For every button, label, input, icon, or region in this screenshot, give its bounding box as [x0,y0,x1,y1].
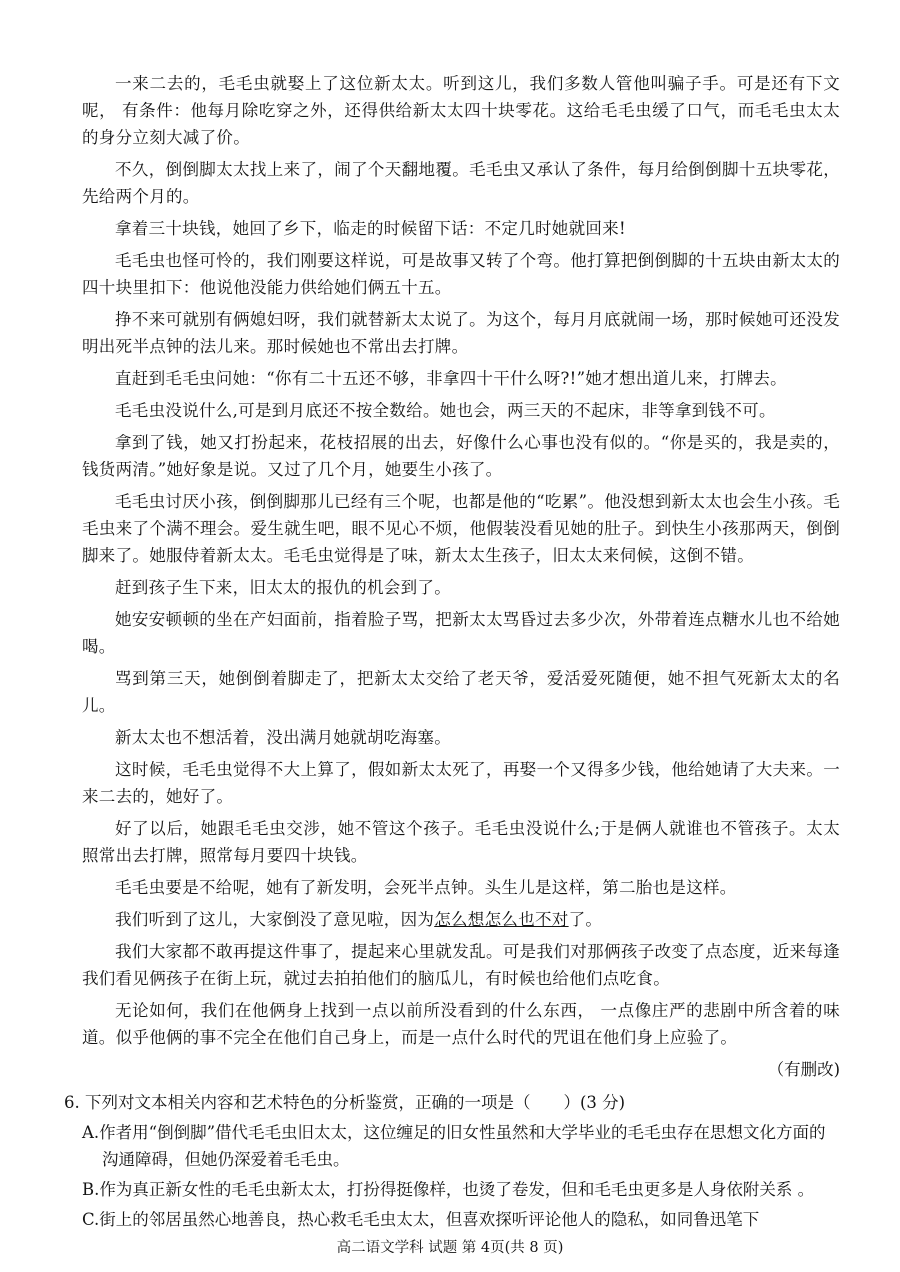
passage-paragraph: 这时候，毛毛虫觉得不大上算了，假如新太太死了，再娶一个又得多少钱，他给她请了大夫来。一来二去的，她好了。 [82,760,840,806]
passage-paragraph: 无论如何，我们在他俩身上找到一点以前所没看到的什么东西， 一点像庄严的悲剧中所含着的味道。似乎他俩的事不完全在他们自己身上，而是一点什么时代的咒诅在他们身上应验了。 [82,1001,840,1047]
passage-paragraph: 她安安顿顿的坐在产妇面前，指着脸子骂，把新太太骂昏过去多少次，外带着连点糖水儿也不给她喝。 [82,610,840,656]
passage-paragraph: 拿着三十块钱，她回了乡下，临走的时候留下话：不定几时她就回来! [115,219,626,238]
passage-paragraph: 不久，倒倒脚太太找上来了，闹了个天翻地覆。毛毛虫又承认了条件，每月给倒倒脚十五块零花，先给两个月的。 [82,160,840,206]
passage-paragraph: 挣不来可就别有俩媳妇呀，我们就替新太太说了。为这个，每月月底就闹一场，那时候她可还没发明出死半点钟的法儿来。那时候她也不常出去打牌。 [82,310,840,356]
question-stem: 6. 下列对文本相关内容和艺术特色的分析鉴赏，正确的一项是（ ）(3 分) [64,1093,626,1112]
text-after: 了。 [568,910,603,929]
passage-paragraph: 一来二去的，毛毛虫就娶上了这位新太太。听到这儿，我们多数人管他叫骗子手。可是还有下文呢， 有条件：他每月除吃穿之外，还得供给新太太四十块零花。这给毛毛虫缓了口气，而毛毛虫太太的身分立刻大减了价。 [82,74,840,147]
passage-paragraph: 骂到第三天，她倒倒着脚走了，把新太太交给了老天爷，爱活爱死随便，她不担气死新太太的名儿。 [82,669,840,715]
question-6 [64,1089,840,1233]
passage-paragraph: 毛毛虫讨厌小孩，倒倒脚那儿已经有三个呢，也都是他的“吃累”。他没想到新太太也会生小孩。毛毛虫来了个满不理会。爱生就生吧，眼不见心不烦，他假装没看见她的肚子。到快生小孩那两天，倒倒脚来了。她服侍着新太太。毛毛虫觉得是了味，新太太生孩子，旧太太来伺候，这倒不错。 [82,492,840,565]
edit-note: （有删改) [767,1060,840,1079]
option-c: C.街上的邻居虽然心地善良，热心救毛毛虫太太，但喜欢探听评论他人的隐私，如同鲁迅笔下 [82,1210,760,1229]
passage-paragraph: 我们大家都不敢再提这件事了，提起来心里就发乱。可是我们对那俩孩子改变了点态度，近来每逢我们看见俩孩子在街上玩，就过去拍拍他们的脑瓜儿，有时候也给他们点吃食。 [82,942,840,988]
passage-paragraph-underlined [82,906,840,933]
passage-paragraph: 毛毛虫没说什么,可是到月底还不按全数给。她也会，两三天的不起床，非等拿到钱不可。 [115,401,776,420]
option-b: B.作为真正新女性的毛毛虫新太太，打扮得挺像样，也烫了卷发，但和毛毛虫更多是人身依附关系 。 [82,1180,815,1199]
option-a: A.作者用“倒倒脚”借代毛毛虫旧太太，这位缠足的旧女性虽然和大学毕业的毛毛虫存在思想文化方面的沟通障碍，但她仍深爱着毛毛虫。 [82,1123,826,1169]
passage-paragraph: 拿到了钱，她又打扮起来，花枝招展的出去，好像什么心事也没有似的。“你是买的，我是卖的，钱货两清。”她好象是说。又过了几个月，她要生小孩了。 [82,433,840,479]
passage-paragraph: 好了以后，她跟毛毛虫交涉，她不管这个孩子。毛毛虫没说什么;于是俩人就谁也不管孩子。太太照常出去打牌，照常每月要四十块钱。 [82,819,840,865]
passage [82,70,840,1051]
passage-paragraph: 直赶到毛毛虫问她：“你有二十五还不够，非拿四十干什么呀?!”她才想出道儿来，打牌去。 [115,369,787,388]
passage-paragraph: 毛毛虫也怪可怜的，我们刚要这样说，可是故事又转了个弯。他打算把倒倒脚的十五块由新太太的四十块里扣下：他说他没能力供给她们俩五十五。 [82,251,840,297]
underlined-phrase: 怎么想怎么也不对 [434,910,569,929]
text-before: 我们听到了这儿，大家倒没了意见啦，因为 [115,910,435,929]
passage-paragraph: 新太太也不想活着，没出满月她就胡吃海塞。 [115,728,451,747]
passage-paragraph: 毛毛虫要是不给呢，她有了新发明，会死半点钟。头生儿是这样，第二胎也是这样。 [115,878,737,897]
page-footer: 高二语文学科 试题 第 4页(共 8 页) [336,1240,564,1256]
passage-paragraph: 赶到孩子生下来，旧太太的报仇的机会到了。 [115,578,451,597]
